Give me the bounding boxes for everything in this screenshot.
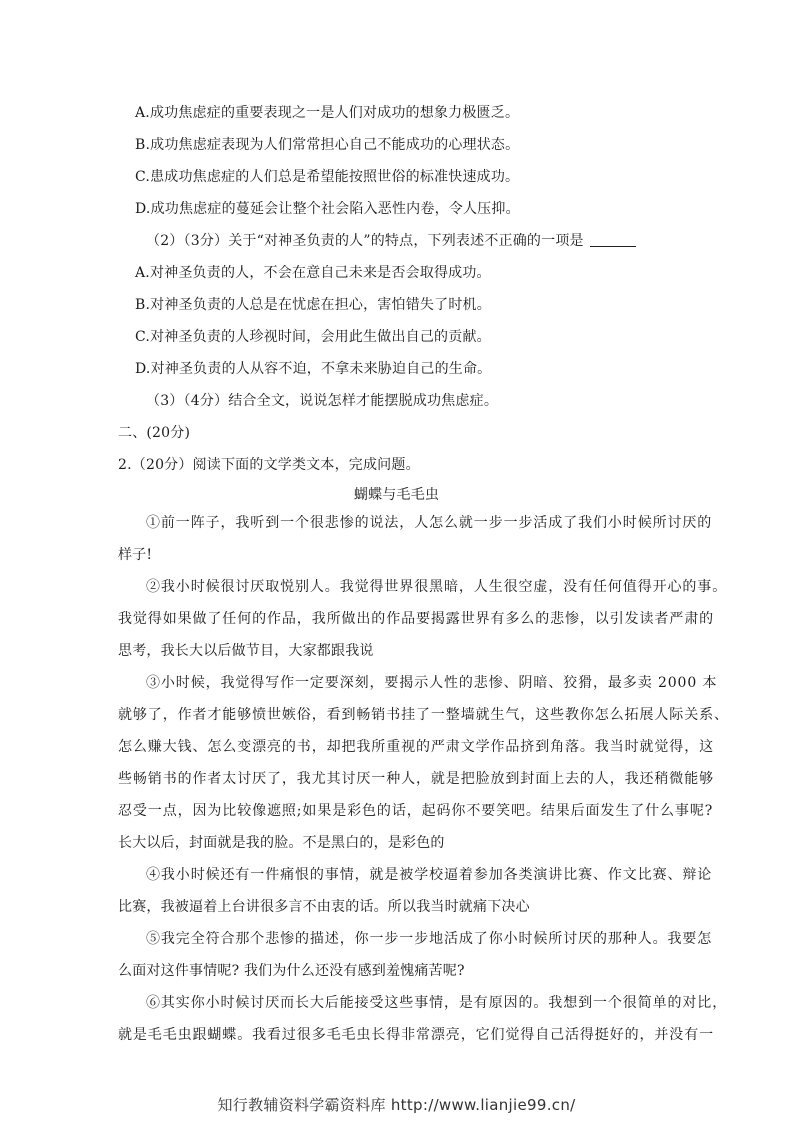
footer-watermark: 知行教辅资料学霸资料库 http://www.lianjie99.cn/ <box>217 1096 576 1114</box>
passage-line: 比赛，我被逼着上台讲很多言不由衷的话。所以我当时就痛下决心 <box>118 899 530 915</box>
passage-line: ③小时候，我觉得写作一定要深刻，要揭示人性的悲惨、阴暗、狡猾，最多卖 2000 本 <box>146 675 718 691</box>
option-b: B.成功焦虑症表现为人们常常担心自己不能成功的心理状态。 <box>135 137 520 153</box>
option-c: C.患成功焦虑症的人们总是希望能按照世俗的标准快速成功。 <box>135 169 520 185</box>
passage-line: ①前一阵子，我听到一个很悲惨的说法，人怎么就一步一步活成了我们小时候所讨厌的 <box>146 515 713 531</box>
question-2-prompt: 2.（20分）阅读下面的文学类文本，完成问题。 <box>118 457 420 473</box>
option-a: A.成功焦虑症的重要表现之一是人们对成功的想象力极匮乏。 <box>135 105 520 121</box>
passage-line: ④我小时候还有一件痛恨的事情，就是被学校逼着参加各类演讲比赛、作文比赛、辩论 <box>146 867 713 883</box>
passage-line: ⑤我完全符合那个悲惨的描述，你一步一步地活成了你小时候所讨厌的那种人。我要怎 <box>146 931 713 947</box>
answer-blank <box>590 245 636 247</box>
passage-line: ⑥其实你小时候讨厌而长大后能接受这些事情，是有原因的。我想到一个很简单的对比， <box>146 995 728 1011</box>
sub-question-3: （3）（4分）结合全文，说说怎样才能摆脱成功焦虑症。 <box>146 393 499 409</box>
option-d: D.对神圣负责的人从容不迫，不拿未来胁迫自己的生命。 <box>135 361 492 377</box>
option-c: C.对神圣负责的人珍视时间，会用此生做出自己的贡献。 <box>135 329 491 345</box>
option-a: A.对神圣负责的人，不会在意自己未来是否会取得成功。 <box>135 265 491 281</box>
passage-line: 思考，我长大以后做节目，大家都跟我说 <box>118 643 374 659</box>
option-d: D.成功焦虑症的蔓延会让整个社会陷入恶性内卷，令人压抑。 <box>135 201 520 217</box>
passage-line: 么面对这件事情呢? 我们为什么还没有感到羞愧痛苦呢? <box>118 963 465 979</box>
passage-line: 忍受一点，因为比较像遮照;如果是彩色的话，起码你不要笑吧。结果后面发生了什么事呢? <box>118 803 714 819</box>
passage-line: 长大以后，封面就是我的脸。不是黑白的，是彩色的 <box>118 835 445 851</box>
passage-line: 就够了，作者才能够愤世嫉俗，看到畅销书挂了一整墙就生气，这些教你怎么拓展人际关系、 <box>118 707 729 723</box>
passage-line: 样子! <box>118 547 153 563</box>
passage-line: 些畅销书的作者太讨厌了，我尤其讨厌一种人，就是把脸放到封面上去的人，我还稍微能够 <box>118 771 714 787</box>
option-b: B.对神圣负责的人总是在忧虑在担心，害怕错失了时机。 <box>135 297 491 313</box>
passage-title: 蝴蝶与毛毛虫 <box>353 487 440 503</box>
section-header: 二、(20分) <box>118 425 191 441</box>
passage-line: 怎么赚大钱、怎么变漂亮的书，却把我所重视的严肃文学作品挤到角落。我当时就觉得，这 <box>118 739 714 755</box>
passage-line: 我觉得如果做了任何的作品，我所做出的作品要揭露世界有多么的悲惨，以引发读者严肃的 <box>118 611 714 627</box>
passage-line: 就是毛毛虫跟蝴蝶。我看过很多毛毛虫长得非常漂亮，它们觉得自己活得挺好的，并没有一 <box>118 1027 714 1043</box>
sub-question-2 <box>146 232 636 250</box>
sub-question-2-text: （2）（3分）关于“对神圣负责的人”的特点，下列表述不正确的一项是 <box>146 233 584 249</box>
passage-line: ②我小时候很讨厌取悦别人。我觉得世界很黑暗，人生很空虚，没有任何值得开心的事。 <box>146 579 728 595</box>
